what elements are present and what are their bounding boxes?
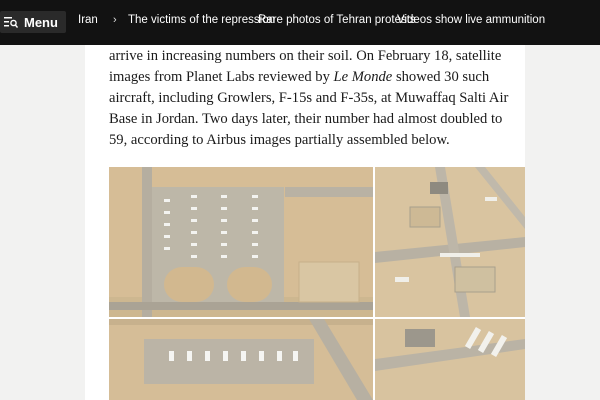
satellite-image-mosaic	[109, 167, 525, 400]
paragraph-line	[109, 88, 529, 109]
text-line-1: arrive in increasing numbers on their soil. On February 18, satellite	[109, 48, 502, 64]
right-margin	[525, 45, 600, 400]
paragraph-line	[109, 109, 529, 130]
paragraph-line	[109, 130, 529, 151]
left-margin	[0, 45, 85, 400]
text-line-2-end: showed 30 such	[392, 69, 490, 85]
article-body	[109, 46, 529, 151]
satellite-image-shelters	[109, 319, 373, 400]
text-line-5: 59, according to Airbus images partially assembled below.	[109, 132, 450, 148]
text-line-3: aircraft, including Growlers, F-15s and F-35s, at Muwaffaq Salti Air	[109, 90, 509, 106]
satellite-image-base-buildings	[375, 167, 525, 317]
top-navigation-bar	[0, 0, 600, 45]
satellite-image-hangars	[375, 319, 525, 400]
nav-item-videos[interactable]: Videos show live ammunition	[397, 14, 546, 26]
nav-separator: ›	[113, 14, 117, 26]
menu-label: Menu	[24, 14, 58, 30]
satellite-image-apron	[109, 167, 373, 317]
nav-item-iran[interactable]: Iran	[78, 14, 98, 26]
paragraph-line	[109, 46, 529, 67]
nav-item-tehran-photos[interactable]: Rare photos of Tehran protests	[258, 14, 416, 26]
menu-search-icon	[4, 15, 18, 29]
nav-item-victims[interactable]: The victims of the repression	[128, 14, 276, 26]
paragraph-line	[109, 67, 529, 88]
publication-name: Le Monde	[333, 69, 393, 85]
text-line-4: Base in Jordan. Two days later, their number had almost doubled to	[109, 111, 503, 127]
text-line-2: images from Planet Labs reviewed by	[109, 69, 334, 85]
menu-button[interactable]	[0, 11, 66, 33]
